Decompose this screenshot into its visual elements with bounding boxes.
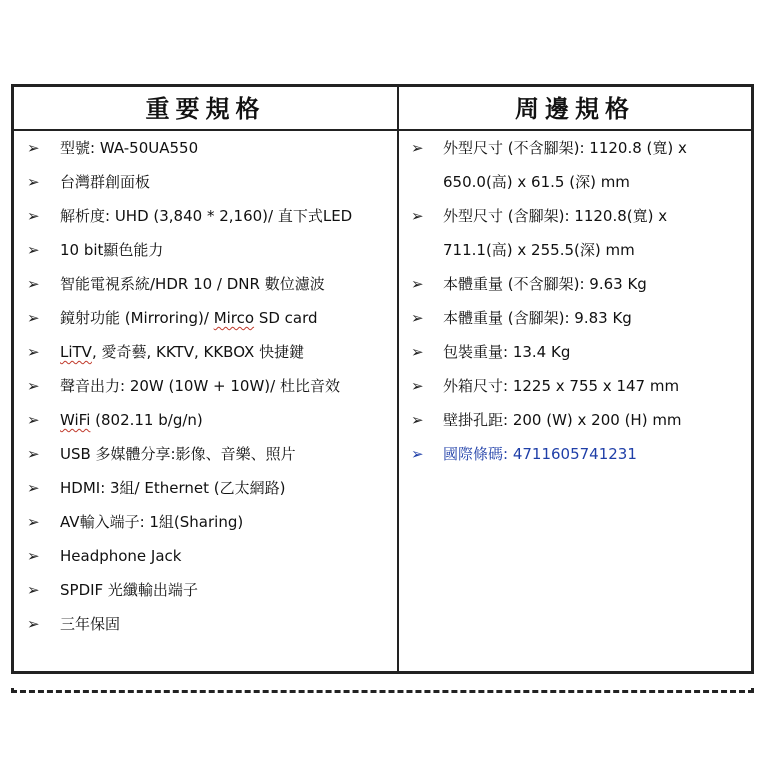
spec-text (60, 403, 203, 437)
arrow-bullet-icon: ➢ (27, 139, 40, 157)
spec-text: 650.0(高) x 61.5 (深) mm (443, 173, 630, 191)
spec-text: 解析度: UHD (3,840 * 2,160)/ 直下式LED (60, 207, 353, 225)
list-item (14, 437, 397, 471)
arrow-bullet-icon: ➢ (411, 411, 424, 429)
spec-text: 外型尺寸 (含腳架): 1120.8(寬) x (443, 207, 668, 225)
list-item (399, 403, 751, 437)
list-item (14, 301, 397, 335)
list-item (14, 233, 397, 267)
page-corner-mark-right (751, 688, 754, 693)
spec-text-part: SD card (254, 309, 318, 327)
spec-text-part: , 愛奇藝, KKTV, KKBOX 快捷鍵 (91, 343, 305, 361)
spec-text: 10 bit顯色能力 (60, 241, 164, 259)
spec-text: 711.1(高) x 255.5(深) mm (443, 241, 635, 259)
spec-text: 壁掛孔距: 200 (W) x 200 (H) mm (443, 411, 682, 429)
spec-text: HDMI: 3組/ Ethernet (乙太網路) (60, 479, 286, 497)
list-item (399, 267, 751, 301)
list-item (14, 539, 397, 573)
spec-text: SPDIF 光纖輸出端子 (60, 581, 198, 599)
arrow-bullet-icon: ➢ (411, 377, 424, 395)
important-specs-title: 重要規格 (145, 94, 266, 123)
spec-text: 型號: WA-50UA550 (60, 139, 199, 157)
peripheral-specs-title: 周邊規格 (515, 94, 635, 123)
list-item (399, 131, 751, 165)
list-item (14, 267, 397, 301)
spec-table (11, 84, 754, 674)
list-item-continuation (399, 233, 751, 267)
arrow-bullet-icon: ➢ (27, 411, 40, 429)
page-corner-mark-left (11, 688, 14, 693)
spec-text: 智能電視系統/HDR 10 / DNR 數位濾波 (60, 275, 325, 293)
list-item (14, 573, 397, 607)
arrow-bullet-icon: ➢ (27, 343, 40, 361)
spec-text: 聲音出力: 20W (10W + 10W)/ 杜比音效 (60, 377, 340, 395)
list-item (14, 607, 397, 641)
spec-text: 三年保固 (60, 615, 121, 633)
list-item (14, 165, 397, 199)
list-item (14, 403, 397, 437)
spec-text: 本體重量 (含腳架): 9.83 Kg (443, 309, 632, 327)
spec-text-part: (802.11 b/g/n) (90, 411, 203, 429)
spellcheck-word: LiTV (60, 343, 92, 361)
arrow-bullet-icon: ➢ (411, 309, 424, 327)
arrow-bullet-icon: ➢ (411, 207, 424, 225)
list-item (14, 505, 397, 539)
peripheral-specs-column (399, 131, 751, 671)
spec-text (60, 335, 304, 369)
list-item (399, 335, 751, 369)
arrow-bullet-icon: ➢ (27, 445, 40, 463)
list-item (399, 369, 751, 403)
arrow-bullet-icon: ➢ (411, 445, 424, 463)
arrow-bullet-icon: ➢ (27, 309, 40, 327)
arrow-bullet-icon: ➢ (27, 207, 40, 225)
arrow-bullet-icon: ➢ (27, 479, 40, 497)
spec-text: 本體重量 (不含腳架): 9.63 Kg (443, 275, 647, 293)
spellcheck-word: WiFi (60, 411, 91, 429)
list-item (14, 471, 397, 505)
spec-text: 外型尺寸 (不含腳架): 1120.8 (寬) x (443, 139, 687, 157)
spec-text: 外箱尺寸: 1225 x 755 x 147 mm (443, 377, 680, 395)
arrow-bullet-icon: ➢ (27, 377, 40, 395)
spellcheck-word: Mirco (213, 309, 255, 327)
list-item (14, 199, 397, 233)
arrow-bullet-icon: ➢ (27, 275, 40, 293)
list-item (399, 301, 751, 335)
arrow-bullet-icon: ➢ (27, 581, 40, 599)
arrow-bullet-icon: ➢ (27, 547, 40, 565)
spec-text: USB 多媒體分享:影像、音樂、照片 (60, 445, 296, 463)
spec-text: AV輸入端子: 1組(Sharing) (60, 513, 244, 531)
arrow-bullet-icon: ➢ (27, 173, 40, 191)
arrow-bullet-icon: ➢ (27, 513, 40, 531)
arrow-bullet-icon: ➢ (411, 343, 424, 361)
spec-text: 包裝重量: 13.4 Kg (443, 343, 571, 361)
spec-text (60, 301, 318, 335)
list-item (14, 335, 397, 369)
important-specs-column (14, 131, 397, 671)
list-item (14, 131, 397, 165)
spec-text: 台灣群創面板 (60, 173, 151, 191)
arrow-bullet-icon: ➢ (27, 241, 40, 259)
spec-text-part: 鏡射功能 (Mirroring)/ (60, 309, 214, 327)
list-item-barcode (399, 437, 751, 471)
barcode-text: 國際條碼: 4711605741231 (443, 445, 637, 463)
list-item-continuation (399, 165, 751, 199)
list-item (14, 369, 397, 403)
spec-text: Headphone Jack (60, 547, 182, 565)
arrow-bullet-icon: ➢ (27, 615, 40, 633)
list-item (399, 199, 751, 233)
arrow-bullet-icon: ➢ (411, 139, 424, 157)
page-break-marker (11, 690, 754, 697)
arrow-bullet-icon: ➢ (411, 275, 424, 293)
